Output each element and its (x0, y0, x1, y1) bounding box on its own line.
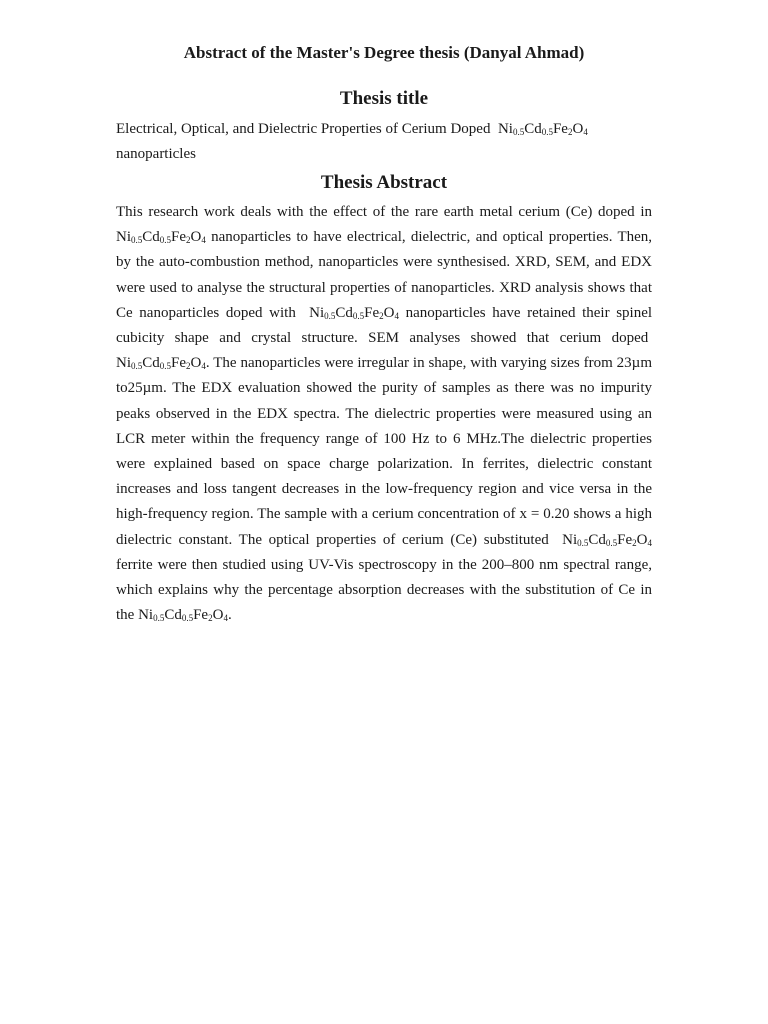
thesis-title-end: nanoparticles (116, 146, 196, 162)
chemical-formula: $Ni_{0.5}Cd_{0.5}Fe_2O_4$ (562, 531, 652, 548)
chemical-formula: $Ni_{0.5}Cd_{0.5}Fe_2O_4$ (138, 607, 228, 624)
chemical-formula: $Ni_{0.5}Cd_{0.5}Fe_2O_4$ (497, 121, 588, 137)
chemical-formula: $Ni_{0.5}Cd_{0.5}Fe_2O_4$ (116, 355, 206, 372)
chemical-formula: $Ni_{0.5}Cd_{0.5}Fe_2O_4$ (116, 229, 206, 246)
document-header: Abstract of the Master's Degree thesis (Danyal Ahmad) (183, 43, 585, 62)
abstract-heading: Thesis Abstract (320, 172, 448, 193)
thesis-title-heading: Thesis title (339, 88, 429, 109)
abstract-body: This research work deals with the effect of the rare earth metal cerium (Ce) doped in $Ni_{0.5}Cd_{0.5}Fe_2O_4$ nanoparticles to have electrical, dielectric, and optical properties. Then, by the auto-combustion method, nanoparticles were synthesised. XRD, SEM, and EDX were used to analyse the structural properties of nanoparticles. XRD analysis shows that Ce nanoparticles doped with $Ni_{0.5}Cd_{0.5}Fe_2O_4$ nanoparticles have retained their spinel cubicity shape and crystal structure. SEM analyses showed that cerium doped $Ni_{0.5}Cd_{0.5}Fe_2O_4$. The nanoparticles were irregular in shape, with varying sizes from 23µm to25µm. The EDX evaluation showed the purity of samples as there was no impurity peaks observed in the EDX spectra. The dielectric properties were measured using an LCR meter within the frequency range of 100 Hz to 6 MHz.The dielectric properties were explained based on space charge polarization. In ferrites, dielectric constant increases and loss tangent decreases in the low-frequency region and vice versa in the high-frequency region. The sample with a cerium concentration of x = 0.20 shows a high dielectric constant. The optical properties of cerium (Ce) substituted $Ni_{0.5}Cd_{0.5}Fe_2O_4$ ferrite were then studied using UV-Vis spectroscopy in the 200–800 nm spectral range, which explains why the percentage absorption decreases with the substitution of Ce in the $Ni_{0.5}Cd_{0.5}Fe_2O_4$. (116, 204, 653, 624)
thesis-title-text (116, 117, 652, 167)
thesis-title-main: Electrical, Optical, and Dielectric Properties of Cerium Doped (116, 121, 491, 137)
chemical-formula: $Ni_{0.5}Cd_{0.5}Fe_2O_4$ (309, 304, 399, 321)
